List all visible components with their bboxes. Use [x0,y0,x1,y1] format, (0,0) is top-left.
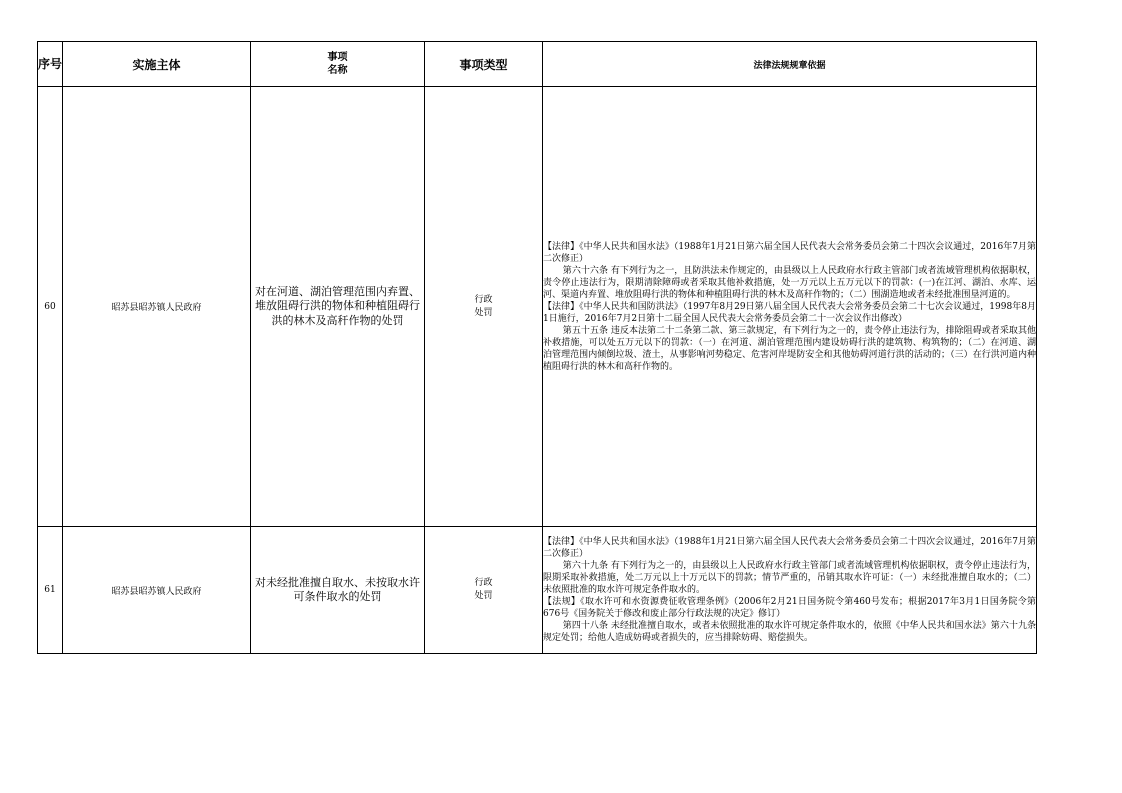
basis-paragraph: 第六十六条 有下列行为之一，且防洪法未作规定的，由县级以上人民政府水行政主管部门或者流域管理机构依据职权，责令停止违法行为，限期清除障碍或者采取其他补救措施，处一万元以上五万元以下的罚款：(一)在江河、湖泊、水库、运河、渠道内弃置、堆放阻碍行洪的物体和种植阻碍行洪的林木及高秆作物的；（二）围湖造地或者未经批准围垦河道的。 [543,265,1036,300]
row-type-line1: 行政 [474,294,493,305]
row-type [425,527,543,654]
basis-paragraph: 【法律】《中华人民共和国水法》（1988年1月21日第六届全国人民代表大会常务委员会第二十四次会议通过，2016年7月第二次修正） [543,537,1036,559]
row-entity: 昭苏县昭苏镇人民政府 [63,87,251,527]
header-name-line2: 名称 [327,65,348,76]
table-row [38,527,1037,654]
basis-paragraph: 【法规】《取水许可和水资源费征收管理条例》（2006年2月21日国务院令第460号发布；根据2017年3月1日国务院令第676号《国务院关于修改和废止部分行政法规的决定》修订） [543,597,1036,619]
row-legal-basis [543,527,1037,654]
basis-paragraph: 【法律】《中华人民共和国水法》（1988年1月21日第六届全国人民代表大会常务委员会第二十四次会议通过，2016年7月第二次修正） [543,241,1036,264]
header-num: 序号 [38,42,63,87]
row-num: 60 [38,87,63,527]
row-type-line1: 行政 [474,578,493,588]
row-type [425,87,543,527]
basis-paragraph: 第四十八条 未经批准擅自取水，或者未依照批准的取水许可规定条件取水的，依照《中华人民共和国水法》第六十九条规定处罚；给他人造成妨碍或者损失的，应当排除妨碍、赔偿损失。 [543,621,1036,643]
header-name-line1: 事项 [327,52,348,63]
basis-paragraph: 【法律】《中华人民共和国防洪法》（1997年8月29日第八届全国人民代表大会常务委员会第二十七次会议通过，1998年8月1日施行，2016年7月2日第十二届全国人民代表大会常务委员会第二十一次会议作出修改） [543,301,1036,324]
header-row [38,42,1037,87]
header-type: 事项类型 [425,42,543,87]
basis-paragraph: 第六十九条 有下列行为之一的，由县级以上人民政府水行政主管部门或者流域管理机构依据职权，责令停止违法行为，限期采取补救措施，处二万元以上十万元以下的罚款；情节严重的，吊销其取水许可证：（一）未经批准擅自取水的；（二）未依照批准的取水许可规定条件取水的。 [543,561,1036,595]
row-item-name: 对未经批准擅自取水、未按取水许可条件取水的处罚 [251,527,425,654]
table-row [38,87,1037,527]
row-type-line2: 处罚 [474,307,493,318]
header-basis: 法律法规规章依据 [543,42,1037,87]
basis-paragraph: 第五十五条 违反本法第二十二条第二款、第三款规定，有下列行为之一的，责令停止违法行为，排除阻碍或者采取其他补救措施，可以处五万元以下的罚款：（一）在河道、湖泊管理范围内建设妨碍行洪的建筑物、构筑物的；（二）在河道、湖泊管理范围内倾倒垃圾、渣土，从事影响河势稳定、危害河岸堤防安全和其他妨碍河道行洪的活动的；（三）在行洪河道内种植阻碍行洪的林木和高秆作物的。 [543,325,1036,372]
row-entity: 昭苏县昭苏镇人民政府 [63,527,251,654]
records-table [37,41,1037,654]
row-type-line2: 处罚 [474,591,493,601]
row-legal-basis [543,87,1037,527]
row-num: 61 [38,527,63,654]
row-item-name: 对在河道、湖泊管理范围内弃置、堆放阻碍行洪的物体和种植阻碍行洪的林木及高秆作物的处罚 [251,87,425,527]
header-entity: 实施主体 [63,42,251,87]
header-name [251,42,425,87]
